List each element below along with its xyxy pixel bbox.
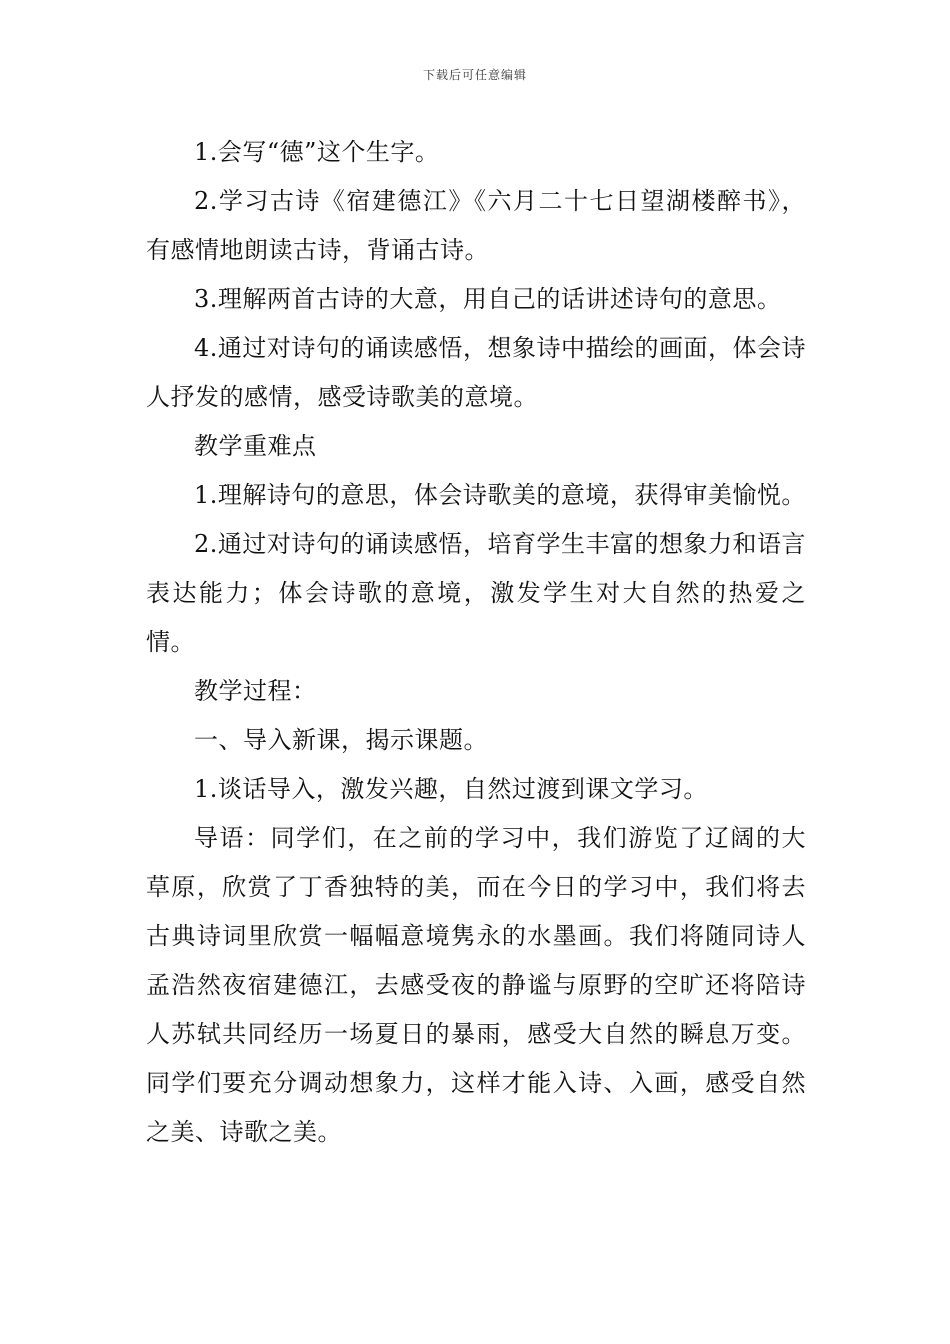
document-body <box>146 128 806 1157</box>
key-point-2: 2.通过对诗句的诵读感悟，培育学生丰富的想象力和语言表达能力；体会诗歌的意境，激发学生对大自然的热爱之情。 <box>146 530 806 656</box>
header-note: 下载后可任意编辑 <box>422 68 527 82</box>
objective-1: 1.会写“德”这个生字。 <box>194 138 440 166</box>
section-heading-process: 教学过程： <box>194 677 317 705</box>
objective-2: 2.学习古诗《宿建德江》《六月二十七日望湖楼醉书》，有感情地朗读古诗，背诵古诗。 <box>146 187 806 264</box>
section-heading-key-points: 教学重难点 <box>194 432 317 460</box>
intro-speech: 导语：同学们，在之前的学习中，我们游览了辽阔的大草原，欣赏了丁香独特的美，而在今日的学习中，我们将去古典诗词里欣赏一幅幅意境隽永的水墨画。我们将随同诗人孟浩然夜宿建德江，去感受夜的静谧与原野的空旷还将陪诗人苏轼共同经历一场夏日的暴雨，感受大自然的瞬息万变。同学们要充分调动想象力，这样才能入诗、入画，感受自然之美、诗歌之美。 <box>146 824 806 1146</box>
step-heading-introduction: 一、导入新课，揭示课题。 <box>194 726 488 754</box>
step-1: 1.谈话导入，激发兴趣，自然过渡到课文学习。 <box>194 775 708 803</box>
objective-4: 4.通过对诗句的诵读感悟，想象诗中描绘的画面，体会诗人抒发的感情，感受诗歌美的意境。 <box>146 334 806 411</box>
key-point-1: 1.理解诗句的意思，体会诗歌美的意境，获得审美愉悦。 <box>194 481 806 509</box>
objective-3: 3.理解两首古诗的大意，用自己的话讲述诗句的意思。 <box>194 285 782 313</box>
